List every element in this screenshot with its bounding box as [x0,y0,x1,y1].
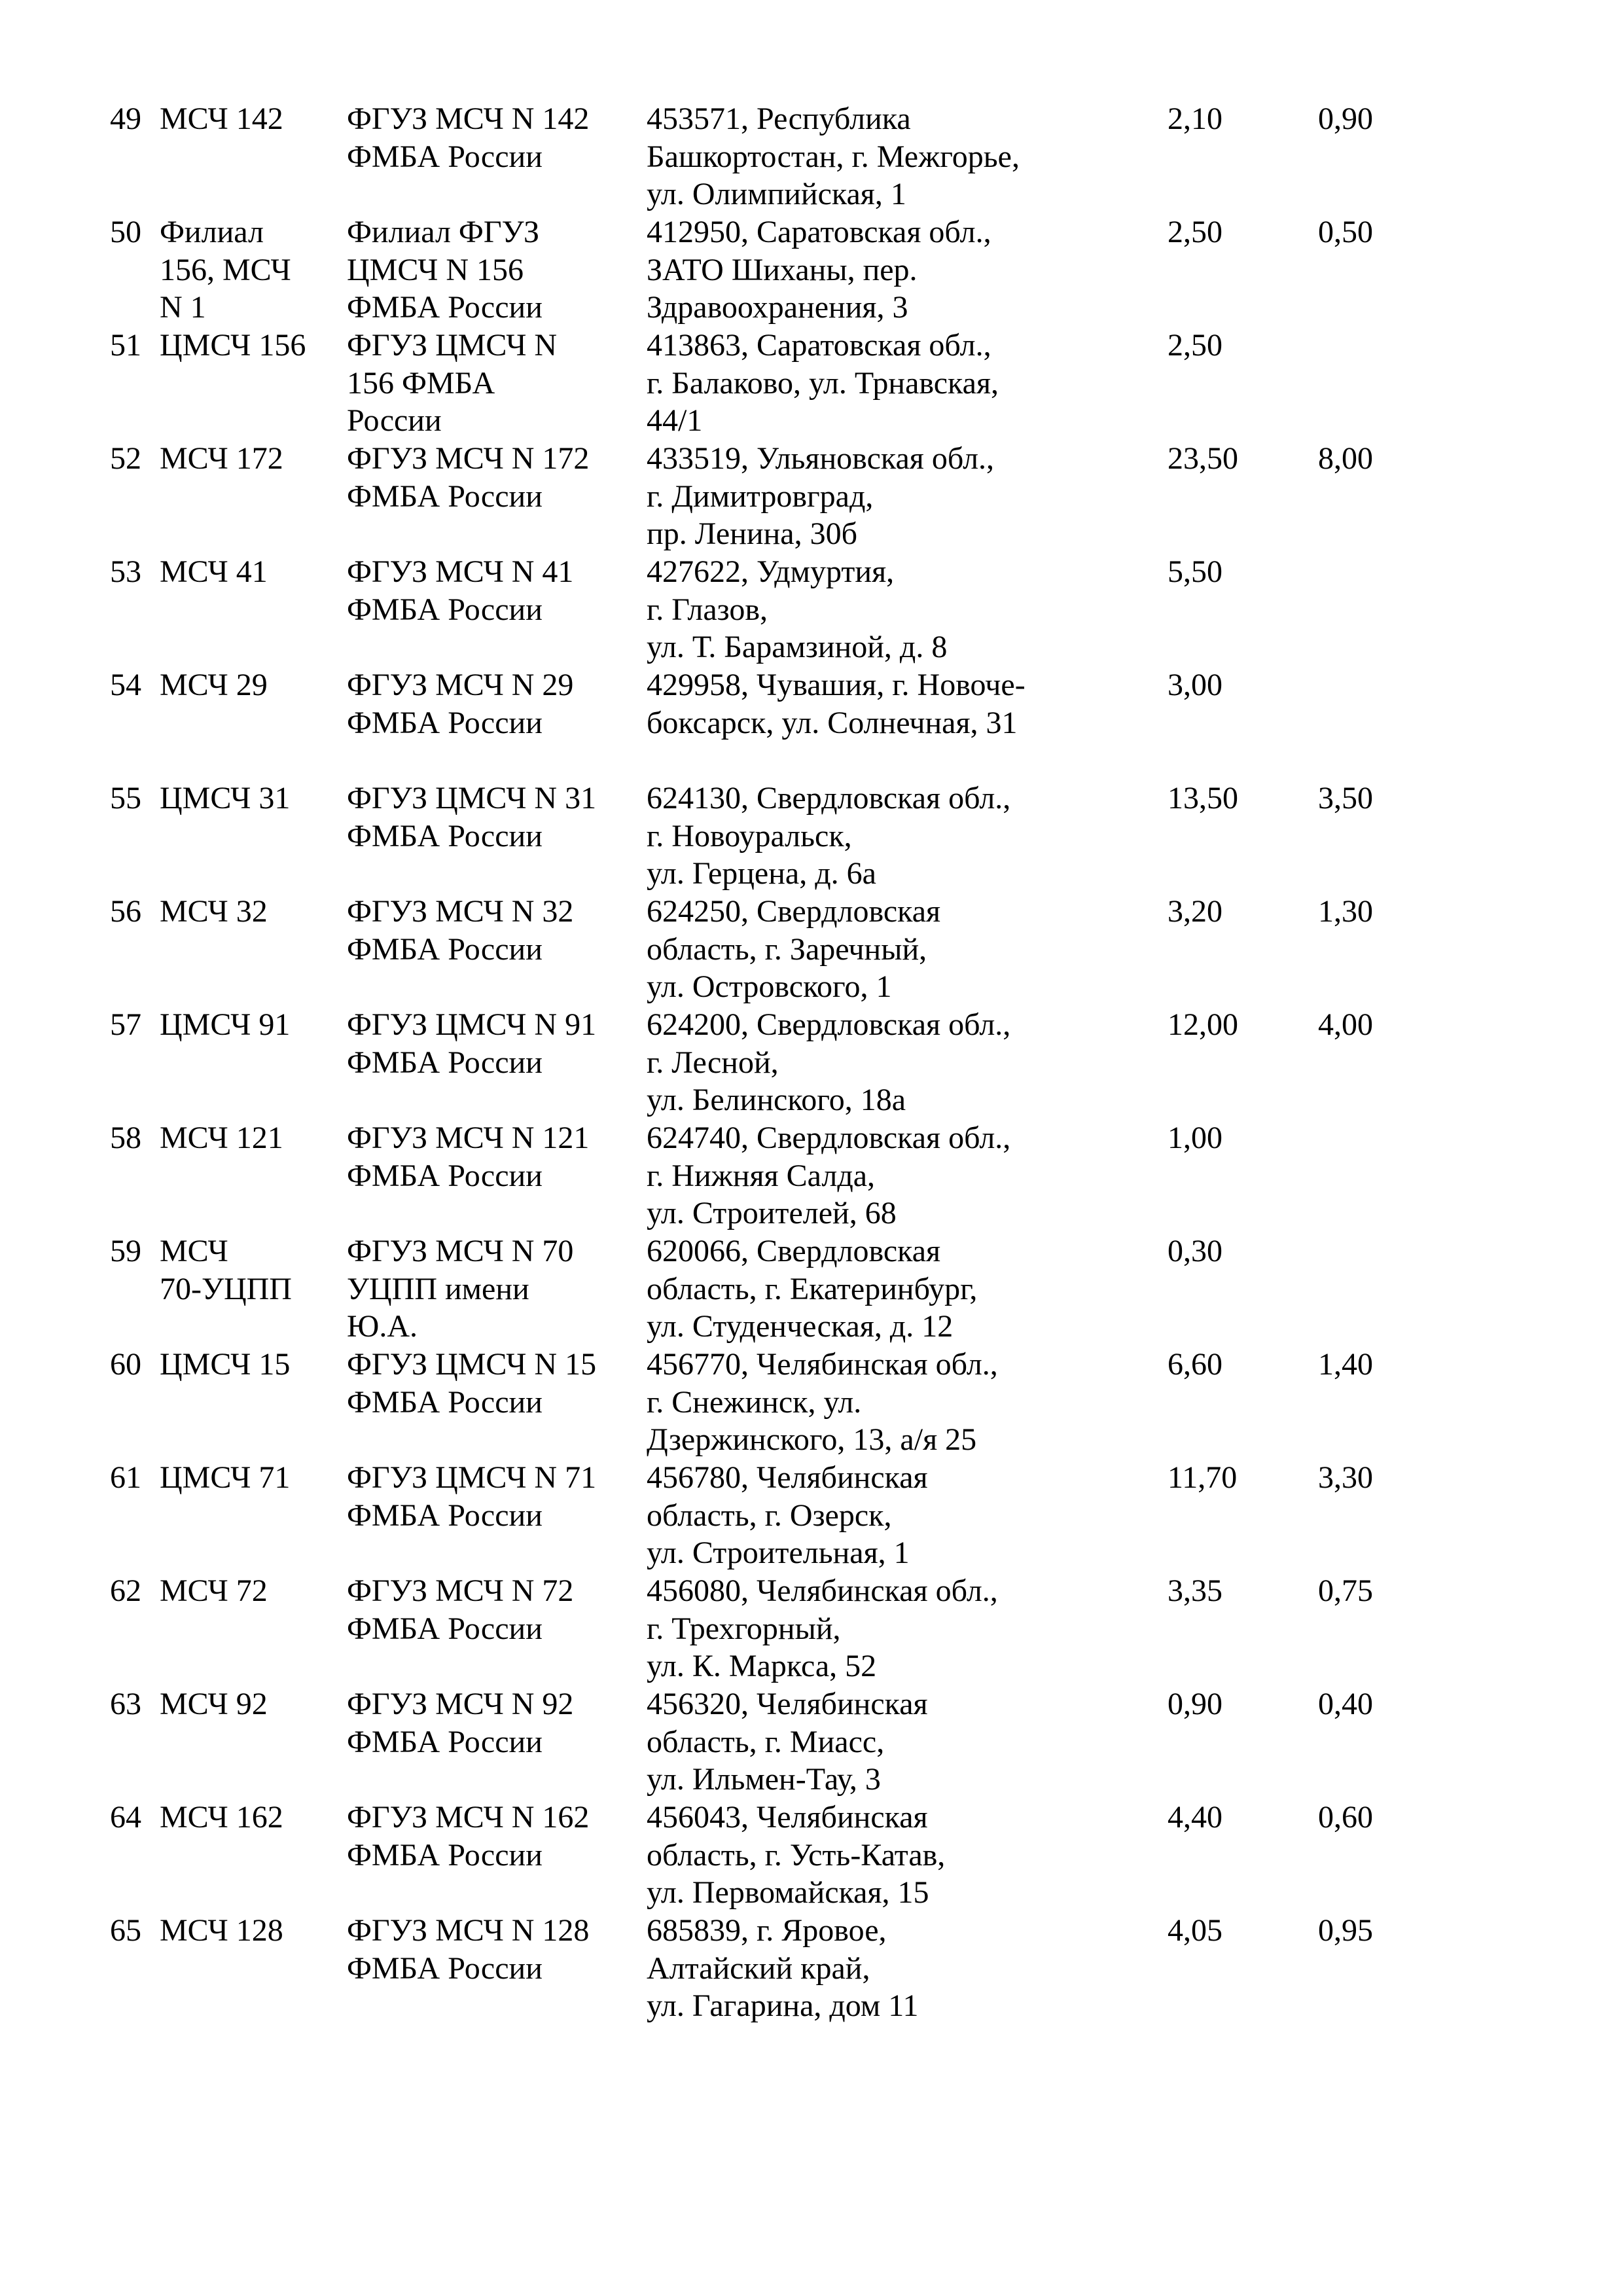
short-name: МСЧ 142 [160,101,283,136]
table-row [0,553,1623,667]
address: 685839, г. Яровое, Алтайский край, ул. Гагарина, дом 11 [647,1913,919,2023]
table-row [0,1232,1623,1346]
organization-name: ФГУЗ ЦМСЧ N 31 ФМБА России [347,781,597,853]
row-number: 61 [110,1460,141,1495]
row-number: 64 [110,1800,141,1835]
short-name: МСЧ 172 [160,441,283,476]
value-1: 6,60 [1168,1347,1222,1382]
value-1: 3,00 [1168,668,1222,702]
table-row [0,440,1623,554]
row-number: 62 [110,1573,141,1608]
organization-name: ФГУЗ ЦМСЧ N 71 ФМБА России [347,1460,597,1533]
row-number: 51 [110,328,141,363]
short-name: МСЧ 121 [160,1121,283,1155]
organization-name: ФГУЗ ЦМСЧ N 91 ФМБА России [347,1007,597,1080]
table-row [0,1459,1623,1573]
table-row [0,893,1623,1007]
address: 624200, Свердловская обл., г. Лесной, ул. Белинского, 18а [647,1007,1011,1117]
row-number: 55 [110,781,141,816]
table-row [0,780,1623,893]
value-1: 11,70 [1168,1460,1238,1495]
value-2: 4,00 [1318,1007,1373,1042]
value-2: 0,90 [1318,101,1373,136]
row-number: 63 [110,1687,141,1721]
table-row [0,1799,1623,1912]
value-1: 13,50 [1168,781,1238,816]
value-2: 0,60 [1318,1800,1373,1835]
value-1: 3,35 [1168,1573,1222,1608]
table-row [0,1006,1623,1120]
value-1: 2,50 [1168,328,1222,363]
short-name: ЦМСЧ 156 [160,328,306,363]
row-number: 58 [110,1121,141,1155]
value-1: 2,50 [1168,215,1222,249]
address: 456780, Челябинская область, г. Озерск, ул. Строительная, 1 [647,1460,928,1570]
value-2: 0,75 [1318,1573,1373,1608]
row-number: 50 [110,215,141,249]
address: 412950, Саратовская обл., ЗАТО Шиханы, пер. Здравоохранения, 3 [647,215,991,325]
organization-name: ФГУЗ МСЧ N 128 ФМБА России [347,1913,590,1986]
short-name: МСЧ 92 [160,1687,268,1721]
row-number: 59 [110,1234,141,1268]
value-2: 3,30 [1318,1460,1373,1495]
organization-name: ФГУЗ МСЧ N 29 ФМБА России [347,668,574,740]
short-name: МСЧ 128 [160,1913,283,1948]
value-1: 3,20 [1168,894,1222,929]
short-name: ЦМСЧ 91 [160,1007,291,1042]
organization-name: ФГУЗ МСЧ N 41 ФМБА России [347,554,574,627]
value-1: 0,90 [1168,1687,1222,1721]
short-name: ЦМСЧ 71 [160,1460,291,1495]
short-name: МСЧ 32 [160,894,268,929]
row-number: 57 [110,1007,141,1042]
organization-name: ФГУЗ МСЧ N 70 УЦПП имени Ю.А. [347,1234,574,1344]
organization-name: ФГУЗ МСЧ N 172 ФМБА России [347,441,590,514]
address: 624250, Свердловская область, г. Заречный, ул. Островского, 1 [647,894,941,1004]
value-1: 1,00 [1168,1121,1222,1155]
address: 456770, Челябинская обл., г. Снежинск, ул. Дзержинского, 13, а/я 25 [647,1347,998,1457]
short-name: МСЧ 29 [160,668,268,702]
address: 624130, Свердловская обл., г. Новоуральск, ул. Герцена, д. 6а [647,781,1011,891]
value-1: 23,50 [1168,441,1238,476]
table-row [0,1572,1623,1686]
address: 456320, Челябинская область, г. Миасс, ул. Ильмен-Тау, 3 [647,1687,928,1797]
organization-name: ФГУЗ МСЧ N 142 ФМБА России [347,101,590,174]
organization-name: ФГУЗ МСЧ N 162 ФМБА России [347,1800,590,1873]
table-row [0,327,1623,440]
table-row [0,1119,1623,1233]
organization-name: ФГУЗ МСЧ N 72 ФМБА России [347,1573,574,1646]
short-name: ЦМСЧ 31 [160,781,291,816]
row-number: 53 [110,554,141,589]
value-1: 12,00 [1168,1007,1238,1042]
value-2: 1,40 [1318,1347,1373,1382]
short-name: МСЧ 162 [160,1800,283,1835]
organization-name: ФГУЗ МСЧ N 121 ФМБА России [347,1121,590,1193]
address: 427622, Удмуртия, г. Глазов, ул. Т. Барамзиной, д. 8 [647,554,948,664]
address: 413863, Саратовская обл., г. Балаково, ул. Трнавская, 44/1 [647,328,999,438]
row-number: 65 [110,1913,141,1948]
value-2: 0,40 [1318,1687,1373,1721]
short-name: Филиал 156, МСЧ N 1 [160,215,291,325]
table-row [0,213,1623,327]
value-1: 2,10 [1168,101,1222,136]
organization-name: ФГУЗ МСЧ N 32 ФМБА России [347,894,574,967]
address: 456043, Челябинская область, г. Усть-Катав, ул. Первомайская, 15 [647,1800,946,1910]
value-1: 4,05 [1168,1913,1222,1948]
organization-name: ФГУЗ МСЧ N 92 ФМБА России [347,1687,574,1759]
address: 429958, Чувашия, г. Новоче- боксарск, ул. Солнечная, 31 [647,668,1026,740]
value-2: 3,50 [1318,781,1373,816]
row-number: 49 [110,101,141,136]
short-name: МСЧ 70-УЦПП [160,1234,292,1306]
row-number: 52 [110,441,141,476]
value-1: 4,40 [1168,1800,1222,1835]
organization-name: ФГУЗ ЦМСЧ N 15 ФМБА России [347,1347,597,1420]
address: 624740, Свердловская обл., г. Нижняя Салда, ул. Строителей, 68 [647,1121,1011,1230]
table-row [0,666,1623,780]
value-1: 0,30 [1168,1234,1222,1268]
short-name: МСЧ 41 [160,554,268,589]
value-2: 1,30 [1318,894,1373,929]
short-name: МСЧ 72 [160,1573,268,1608]
value-2: 0,50 [1318,215,1373,249]
organization-name: Филиал ФГУЗ ЦМСЧ N 156 ФМБА России [347,215,543,325]
table-row [0,1685,1623,1799]
table-row [0,100,1623,214]
short-name: ЦМСЧ 15 [160,1347,291,1382]
address: 620066, Свердловская область, г. Екатеринбург, ул. Студенческая, д. 12 [647,1234,978,1344]
table-row [0,1346,1623,1460]
value-1: 5,50 [1168,554,1222,589]
address: 433519, Ульяновская обл., г. Димитровград, пр. Ленина, 30б [647,441,995,551]
table-row [0,1912,1623,2026]
address: 453571, Республика Башкортостан, г. Межгорье, ул. Олимпийская, 1 [647,101,1020,211]
row-number: 56 [110,894,141,929]
address: 456080, Челябинская обл., г. Трехгорный, ул. К. Маркса, 52 [647,1573,998,1683]
value-2: 8,00 [1318,441,1373,476]
value-2: 0,95 [1318,1913,1373,1948]
organization-name: ФГУЗ ЦМСЧ N 156 ФМБА России [347,328,558,438]
row-number: 60 [110,1347,141,1382]
row-number: 54 [110,668,141,702]
